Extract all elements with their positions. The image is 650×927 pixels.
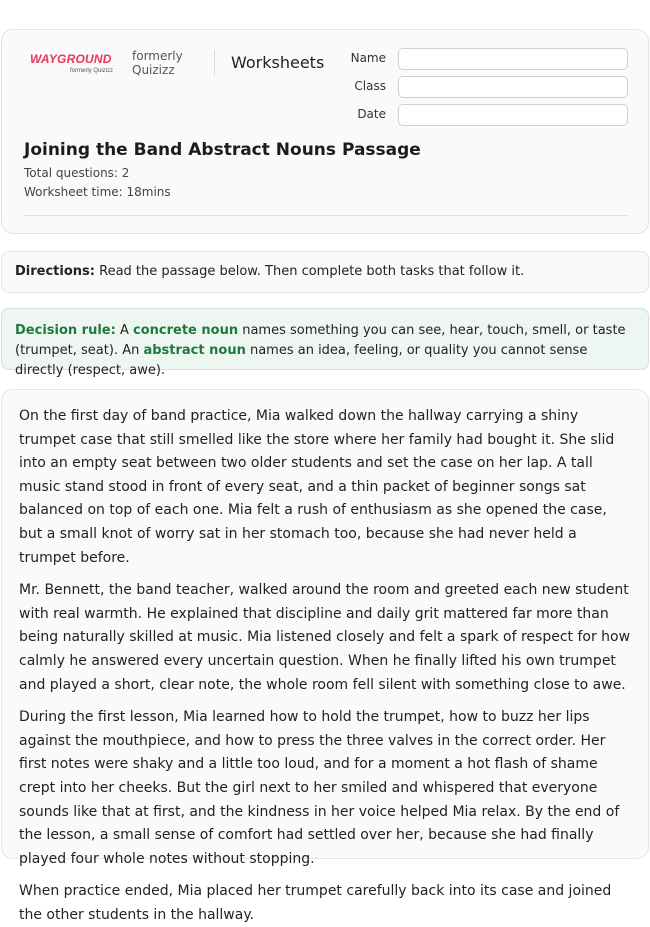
decision-rule-text-3: names an idea, feeling, or quality you cannot sense directly (respect, awe).: [15, 343, 588, 378]
name-field[interactable]: [398, 48, 628, 70]
worksheet-header-card: [1, 29, 649, 234]
decision-rule-label: Decision rule:: [15, 323, 116, 338]
directions-box: [1, 251, 649, 293]
formerly-quizizz-label: formerly Quizizz: [132, 49, 183, 77]
logo-wordmark: WAYGROUND: [30, 52, 112, 66]
directions-label: Directions:: [15, 264, 95, 279]
passage-box: [1, 389, 649, 923]
worksheets-label: Worksheets: [231, 53, 325, 72]
total-questions: Total questions: 2: [24, 166, 130, 180]
worksheet-title: Joining the Band Abstract Nouns Passage: [24, 140, 421, 160]
concrete-noun-term: concrete noun: [133, 323, 239, 338]
class-field[interactable]: [398, 76, 628, 98]
date-field[interactable]: [398, 104, 628, 126]
logo-subtext: formerly Quizizz: [70, 68, 114, 74]
directions-text: Read the passage below. Then complete both tasks that follow it.: [94, 264, 525, 279]
decision-rule-text-1: A: [115, 323, 133, 338]
wayground-logo: [30, 52, 120, 82]
decision-rule-text-2: names something you can see, hear, touch, smell, or taste (trumpet, seat). An: [15, 323, 626, 358]
header-bottom-divider: [24, 215, 629, 216]
passage-paragraph-2: Mr. Bennett, the band teacher, walked around the room and greeted each new student with real warmth. He explained that discipline and daily grit mattered far more than being naturally skilled at music. Mia listened closely and felt a spark of respect for how calmly he answered every uncertain question. When he finally lifted his own trumpet and played a short, clear note, the whole room fell silent with something close to awe.: [19, 582, 631, 693]
decision-rule-box: [1, 308, 649, 378]
worksheet-time: Worksheet time: 18mins: [24, 185, 171, 199]
name-label: Name: [350, 51, 386, 65]
passage-paragraph-3: During the first lesson, Mia learned how to hold the trumpet, how to buzz her lips against the mouthpiece, and how to press the three valves in the correct order. Her first notes were shaky and a little too loud, and for a moment a hot flash of shame crept into her cheeks. But the girl next to her smiled and whispered that everyone sounds like that at first, and the kindness in her voice helped Mia relax. By the end of the lesson, a small sense of comfort had settled over her, because she had finally played four whole notes without stopping.: [19, 709, 620, 867]
class-label: Class: [354, 79, 386, 93]
passage-paragraph-1: On the first day of band practice, Mia walked down the hallway carrying a shiny trumpet case that still smelled like the store where her family had bought it. She slid into an empty seat between two older students and set the case on her lap. A tall music stand stood in front of every seat, and a thin packet of beginner songs sat balanced on top of each one. Mia felt a rush of enthusiasm as she opened the case, but a small knot of worry sat in her stomach too, because she had never held a trumpet before.: [19, 408, 615, 566]
header-divider: [214, 50, 215, 76]
passage-paragraph-4: When practice ended, Mia placed her trumpet carefully back into its case and joined the other students in the hallway.: [19, 883, 612, 923]
abstract-noun-term: abstract noun: [143, 343, 246, 358]
date-label: Date: [357, 107, 386, 121]
